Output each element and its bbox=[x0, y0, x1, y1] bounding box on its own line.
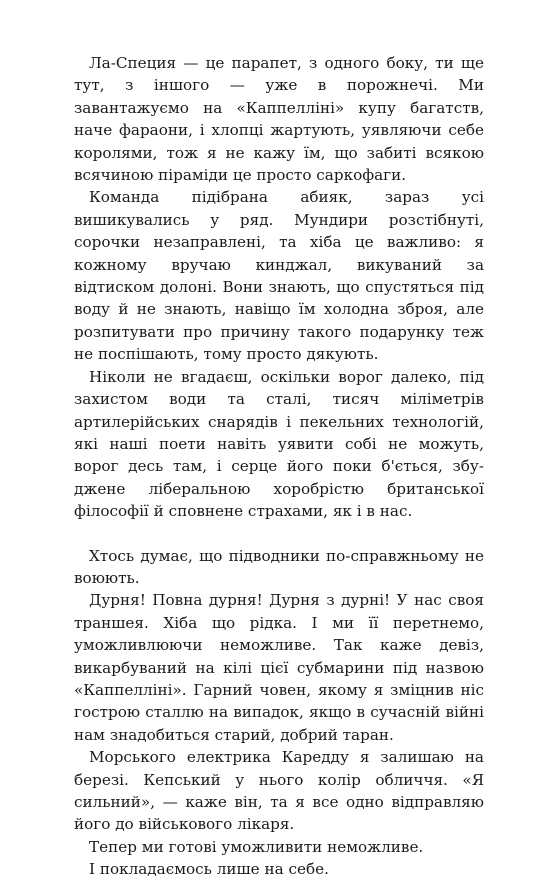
paragraph-3: Ніколи не вгадаєш, оскільки ворог далеко, під захистом води та сталі, тисяч міліметрів артилерійських снарядів і пекельних технологій, які наші поети навіть уявити собі не можуть, ворог десь там, і серце його поки б'ється, збуджене ліберальною хоробрістю британської філософії й сповнене страхами, як і в нас. bbox=[74, 367, 484, 521]
paragraph-1: Ла-Специя — це парапет, з одного боку, ти ще тут, з іншого — уже в порожнечі. Ми завантажуємо на «Каппелліні» купу багатств, наче фараони, і хлопці жартують, уявляючи себе королями, тож я не кажу їм, що забиті всякою всячиною піраміди це просто саркофаги. bbox=[74, 54, 484, 185]
paragraph-7: Тепер ми готові уможливити неможливе. bbox=[89, 837, 424, 856]
page-text bbox=[74, 52, 484, 881]
paragraph-5: Дурня! Повна дурня! Дурня з дурні! У нас своя траншея. Хіба що рідка. І ми її перетнемо, уможливлюючи неможливе. Так каже девіз, викарбуваний на кілі цієї субмарини під назвою «Каппелліні». Гарний човен, якому я зміцнив ніс гострою сталлю на випадок, якщо в сучасній війні нам знадобиться старий, добрий таран. bbox=[74, 591, 484, 744]
paragraph-6: Морського електрика Каредду я залишаю на березі. Кепський у нього колір обличчя. «Я сильний», — каже він, та я все одно відправляю його до військового лікаря. bbox=[74, 748, 484, 834]
paragraph-4: Хтось думає, що підводники по-справжньому не воюють. bbox=[74, 546, 484, 587]
section-break bbox=[74, 523, 484, 545]
paragraph-8: І покладаємось лише на себе. bbox=[89, 860, 329, 879]
paragraph-2: Команда підібрана абияк, зараз усі вишикувались у ряд. Мундири розстібнуті, сорочки незаправлені, та хіба це важливо: я кожному вручаю кинджал, викуваний за відтиском долоні. Вони знають, що спустяться під воду й не знають, навіщо їм холодна зброя, але розпитувати про причину такого подарунку теж не поспішають, тому просто дякують. bbox=[74, 188, 484, 364]
